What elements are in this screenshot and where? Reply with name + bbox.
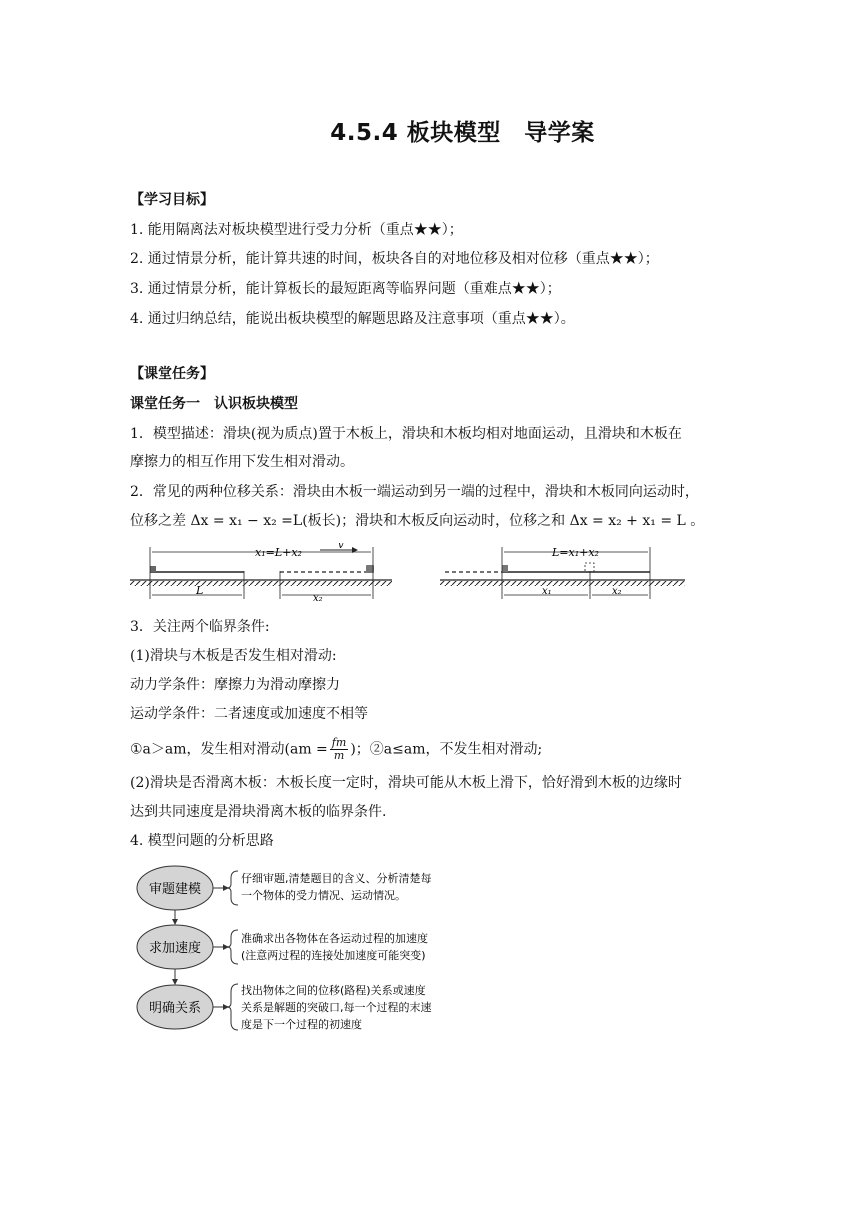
fraction-numerator: fm — [331, 736, 347, 749]
condition-2-line2: 达到共同速度是滑块滑离木板的临界条件. — [130, 804, 387, 820]
right-x1-label: x₁ — [542, 586, 552, 597]
flow-desc-3-line3: 度是下一个过程的初速度 — [241, 1018, 362, 1031]
analysis-flowchart — [130, 862, 510, 1042]
same-direction-diagram — [130, 543, 395, 605]
condition-2-line1: (2)滑块是否滑离木板：木板长度一定时，滑块可能从木板上滑下，恰好滑到木板的边缘时 — [130, 775, 682, 791]
left-v-label: v — [338, 543, 344, 551]
flow-node-3-label: 明确关系 — [148, 1001, 202, 1016]
kinematic-condition: 运动学条件：二者速度或加速度不相等 — [130, 706, 368, 722]
goals-heading: 【学习目标】 — [130, 192, 214, 208]
goal-item-2: 2. 通过情景分析，能计算共速的时间，板块各自的对地位移及相对位移（重点★★）； — [130, 251, 659, 267]
opposite-direction-diagram — [440, 543, 690, 605]
displacement-line1: 2．常见的两种位移关系：滑块由木板一端运动到另一端的过程中，滑块和木板同向运动时， — [130, 484, 699, 500]
dynamic-condition: 动力学条件：摩擦力为滑动摩擦力 — [130, 677, 340, 693]
left-x2-label: x₂ — [313, 593, 323, 604]
flow-desc-3-line2: 关系是解题的突破口,每一个过程的末速 — [241, 1001, 432, 1014]
flow-desc-1-line2: 一个物体的受力情况、运动情况。 — [241, 889, 406, 902]
flow-node-2-label: 求加速度 — [148, 941, 202, 956]
condition-formula-b: )；②a≤am，不发生相对滑动; — [350, 741, 543, 758]
goal-item-4: 4. 通过归纳总结，能说出板块模型的解题思路及注意事项（重点★★）。 — [130, 311, 575, 327]
model-description-line2: 摩擦力的相互作用下发生相对滑动。 — [130, 454, 354, 470]
condition-1-heading: (1)滑块与木板是否发生相对滑动: — [130, 648, 337, 664]
fraction-denominator: m — [333, 749, 345, 762]
flow-node-1-label: 审题建模 — [148, 882, 202, 897]
flow-desc-2-line1: 准确求出各物体在各运动过程的加速度 — [241, 932, 428, 945]
fraction — [330, 737, 349, 762]
right-x2-label: x₂ — [612, 586, 622, 597]
tasks-heading: 【课堂任务】 — [130, 366, 214, 382]
condition-formula-a: ①a＞am，发生相对滑动(am = — [130, 741, 328, 758]
page-title: 4.5.4 板块模型 导学案 — [330, 120, 595, 146]
flow-desc-3-line1: 找出物体之间的位移(路程)关系或速度 — [241, 984, 426, 997]
model-description-line1: 1．模型描述：滑块(视为质点)置于木板上，滑块和木板均相对地面运动，且滑块和木板在 — [130, 426, 682, 442]
goal-item-1: 1. 能用隔离法对板块模型进行受力分析（重点★★）； — [130, 222, 463, 238]
left-l-label: L — [196, 584, 204, 597]
condition-formula — [130, 737, 740, 762]
flow-desc-1-line1: 仔细审题,清楚题目的含义、分析清楚每 — [241, 872, 432, 885]
flow-desc-2-line2: (注意两过程的连接处加速度可能突变) — [241, 949, 426, 962]
analysis-heading: 4. 模型问题的分析思路 — [130, 833, 274, 849]
task1-heading: 课堂任务一 认识板块模型 — [130, 396, 298, 412]
displacement-line2: 位移之差 Δx = x₁ − x₂ =L(板长)；滑块和木板反向运动时，位移之和 Δx = x₂ + x₁ = L 。 — [130, 513, 705, 529]
left-top-label: x₁=L+x₂ — [255, 546, 302, 559]
critical-conditions: 3．关注两个临界条件: — [130, 619, 270, 635]
goal-item-3: 3. 通过情景分析，能计算板长的最短距离等临界问题（重难点★★）； — [130, 281, 561, 297]
right-top-label: L=x₁+x₂ — [552, 546, 599, 559]
